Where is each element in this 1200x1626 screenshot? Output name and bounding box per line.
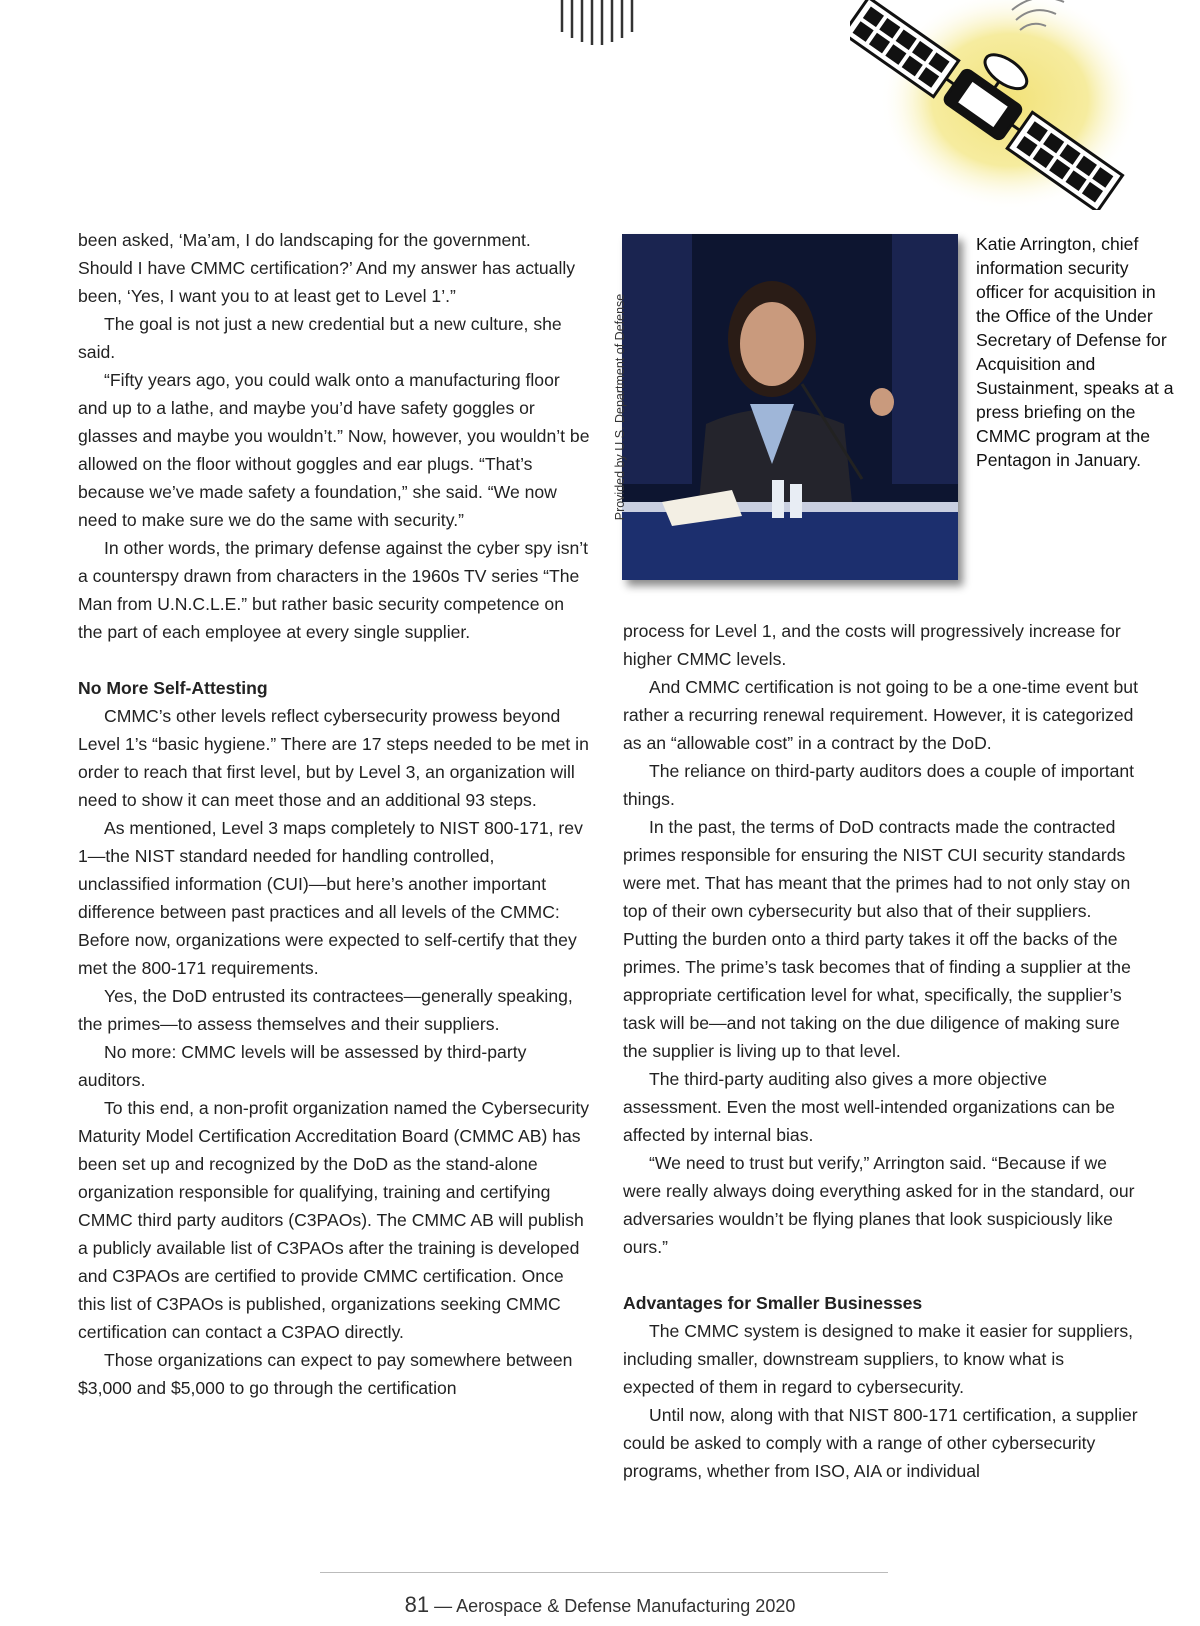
page-number: 81 [404, 1592, 430, 1617]
body-paragraph: To this end, a non-profit organization named the Cybersecurity Maturity Model Certification Accreditation Board (CMMC AB) has been set up and recognized by the DoD as the stand-alone organization responsible for qualifying, training and certifying CMMC third party auditors (C3PAOs). The CMMC AB will publish a publicly available list of C3PAOs after the training is developed and C3PAOs are certified to provide CMMC certification. Once this list of C3PAOs is published, organizations seeking CMMC certification can contact a C3PAO directly. [78, 1098, 590, 1342]
body-paragraph: Until now, along with that NIST 800-171 certification, a supplier could be asked to comply with a range of other cybersecurity programs, whether from ISO, AIA or individual [623, 1405, 1138, 1481]
body-paragraph: The goal is not just a new credential but a new culture, she said. [78, 314, 562, 362]
body-paragraph: process for Level 1, and the costs will progressively increase for higher CMMC levels. [623, 621, 1121, 669]
publication-title: Aerospace & Defense Manufacturing 2020 [456, 1596, 796, 1616]
speaker-photo [622, 234, 958, 580]
body-paragraph: The third-party auditing also gives a more objective assessment. Even the most well-intended organizations can be affected by internal bias. [623, 1069, 1115, 1145]
body-paragraph: In other words, the primary defense against the cyber spy isn’t a counterspy drawn from characters in the 1960s TV series “The Man from U.N.C.L.E.” but rather basic security competence on the part of each employee at every single supplier. [78, 538, 589, 642]
body-paragraph: been asked, ‘Ma’am, I do landscaping for the government. Should I have CMMC certification?’ And my answer has actually been, ‘Yes, I want you to at least get to Level 1’.” [78, 230, 576, 306]
body-paragraph: Those organizations can expect to pay somewhere between $3,000 and $5,000 to go through the certification [78, 1350, 573, 1398]
body-paragraph: Yes, the DoD entrusted its contractees—generally speaking, the primes—to assess themselves and their suppliers. [78, 986, 573, 1034]
decorative-lines [558, 0, 642, 46]
body-paragraph: The CMMC system is designed to make it easier for suppliers, including smaller, downstream suppliers, to know what is expected of them in regard to cybersecurity. [623, 1321, 1133, 1397]
body-paragraph: As mentioned, Level 3 maps completely to NIST 800-171, rev 1—the NIST standard needed for handling controlled, unclassified information (CUI)—but here’s another important difference between past practices and all levels of the CMMC: Before now, organizations were expected to self-certify that they met the 800-171 requirements. [78, 818, 583, 978]
photo-credit: Provided by U.S. Department of Defense [613, 293, 627, 521]
body-paragraph: The reliance on third-party auditors does a couple of important things. [623, 761, 1135, 809]
satellite-illustration [850, 0, 1200, 210]
footer-separator: — [434, 1596, 453, 1616]
footer-divider [320, 1572, 888, 1573]
body-paragraph: CMMC’s other levels reflect cybersecurity prowess beyond Level 1’s “basic hygiene.” There are 17 steps needed to be met in order to reach that first level, but by Level 3, an organization will need to show it can meet those and an additional 93 steps. [78, 706, 589, 810]
body-paragraph: And CMMC certification is not going to be a one-time event but rather a recurring renewal requirement. However, it is categorized as an “allowable cost” in a contract by the DoD. [623, 677, 1138, 753]
right-column [623, 617, 1138, 1485]
left-column [78, 226, 590, 1402]
body-paragraph: In the past, the terms of DoD contracts made the contracted primes responsible for ensuring the NIST CUI security standards were met. That has meant that the primes had to not only stay on top of their own cybersecurity but also that of their suppliers. Putting the burden onto a third party takes it off the backs of the primes. The prime’s task becomes that of finding a supplier at the appropriate certification level for what, specifically, the supplier’s task will be—and not taking on the due diligence of making sure the supplier is living up to that level. [623, 817, 1131, 1061]
body-paragraph: “Fifty years ago, you could walk onto a manufacturing floor and up to a lathe, and maybe you’d have safety goggles or glasses and maybe you wouldn’t.” Now, however, you wouldn’t be allowed on the floor without goggles and ear plugs. “That’s because we’ve made safety a foundation,” she said. “We now need to make sure we do the same with security.” [78, 370, 590, 530]
body-paragraph: No more: CMMC levels will be assessed by third-party auditors. [78, 1042, 527, 1090]
photo-caption: Katie Arrington, chief information security officer for acquisition in the Office of the Under Secretary of Defense for Acquisition and Sustainment, speaks at a press briefing on the CMMC program at the Pentagon in January. [976, 234, 1174, 470]
section-heading: No More Self-Attesting [78, 678, 268, 698]
section-heading: Advantages for Smaller Businesses [623, 1293, 923, 1313]
body-paragraph: “We need to trust but verify,” Arrington said. “Because if we were really always doing everything asked for in the standard, our adversaries wouldn’t be flying planes that look suspiciously like ours.” [623, 1153, 1135, 1257]
page-footer [0, 1592, 1200, 1618]
